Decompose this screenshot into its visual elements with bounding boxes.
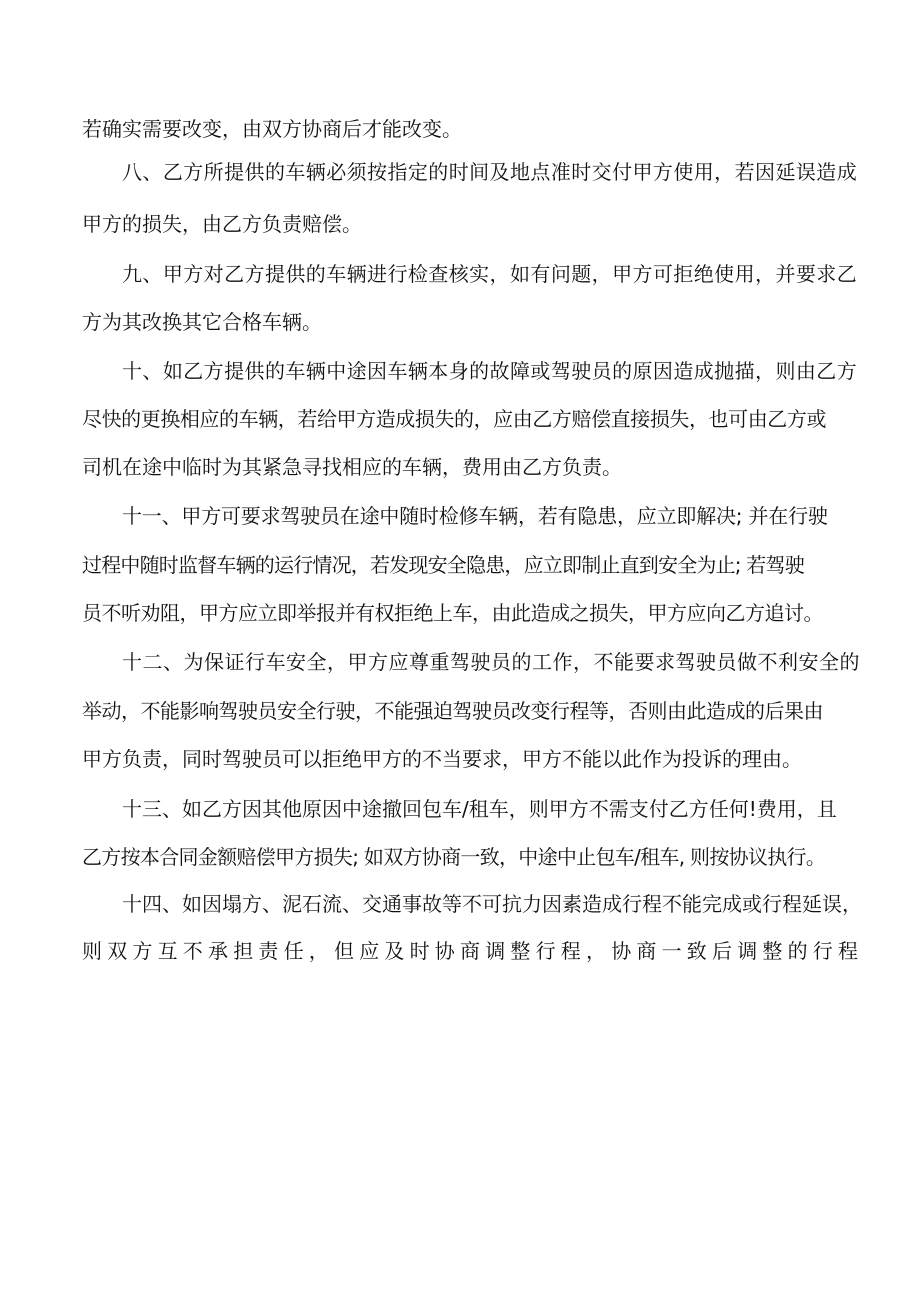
text-line: 甲方的损失，由乙方负责赔偿。 <box>82 212 362 236</box>
text-line: 员不听劝阻，甲方应立即举报并有权拒绝上车，由此造成之损失，甲方应向乙方追讨。 <box>82 601 823 625</box>
text-line: 九、甲方对乙方提供的车辆进行检查核实，如有问题，甲方可拒绝使用，并要求乙 <box>122 262 858 286</box>
text-line: 司机在途中临时为其紧急寻找相应的车辆，费用由乙方负责。 <box>82 455 622 479</box>
text-line: 举动，不能影响驾驶员安全行驶，不能强迫驾驶员改变行程等，否则由此造成的后果由 <box>82 699 823 723</box>
text-line: 八、乙方所提供的车辆必须按指定的时间及地点准时交付甲方使用，若因延误造成 <box>122 160 858 184</box>
text-line: 十二、为保证行车安全，甲方应尊重驾驶员的工作，不能要求驾驶员做不利安全的 <box>122 650 860 674</box>
text-line: 过程中随时监督车辆的运行情况，若发现安全隐患，应立即制止直到安全为止; 若驾驶 <box>82 553 804 577</box>
text-line: 甲方负责，同时驾驶员可以拒绝甲方的不当要求，甲方不能以此作为投诉的理由。 <box>82 747 802 771</box>
text-line: 乙方按本合同金额赔偿甲方损失; 如双方协商一致，中途中止包车/租车, 则按协议执行。 <box>82 845 826 869</box>
text-line: 尽快的更换相应的车辆，若给甲方造成损失的，应由乙方赔偿直接损失，也可由乙方或 <box>82 407 827 431</box>
text-line: 则双方互不承担责任，但应及时协商调整行程，协商一致后调整的行程 <box>82 939 864 963</box>
text-line: 十、如乙方提供的车辆中途因车辆本身的故障或驾驶员的原因造成抛描，则由乙方 <box>122 359 858 383</box>
text-line: 十四、如因塌方、泥石流、交通事故等不可抗力因素造成行程不能完成或行程延误， <box>122 892 862 916</box>
text-line: 方为其改换其它合格车辆。 <box>82 310 322 334</box>
text-line: 十三、如乙方因其他原因中途撤回包车/租车，则甲方不需支付乙方任何!费用，且 <box>122 797 837 821</box>
text-line: 若确实需要改变，由双方协商后才能改变。 <box>82 117 462 141</box>
text-line: 十一、甲方可要求驾驶员在途中随时检修车辆，若有隐患，应立即解决; 并在行驶 <box>122 504 828 528</box>
